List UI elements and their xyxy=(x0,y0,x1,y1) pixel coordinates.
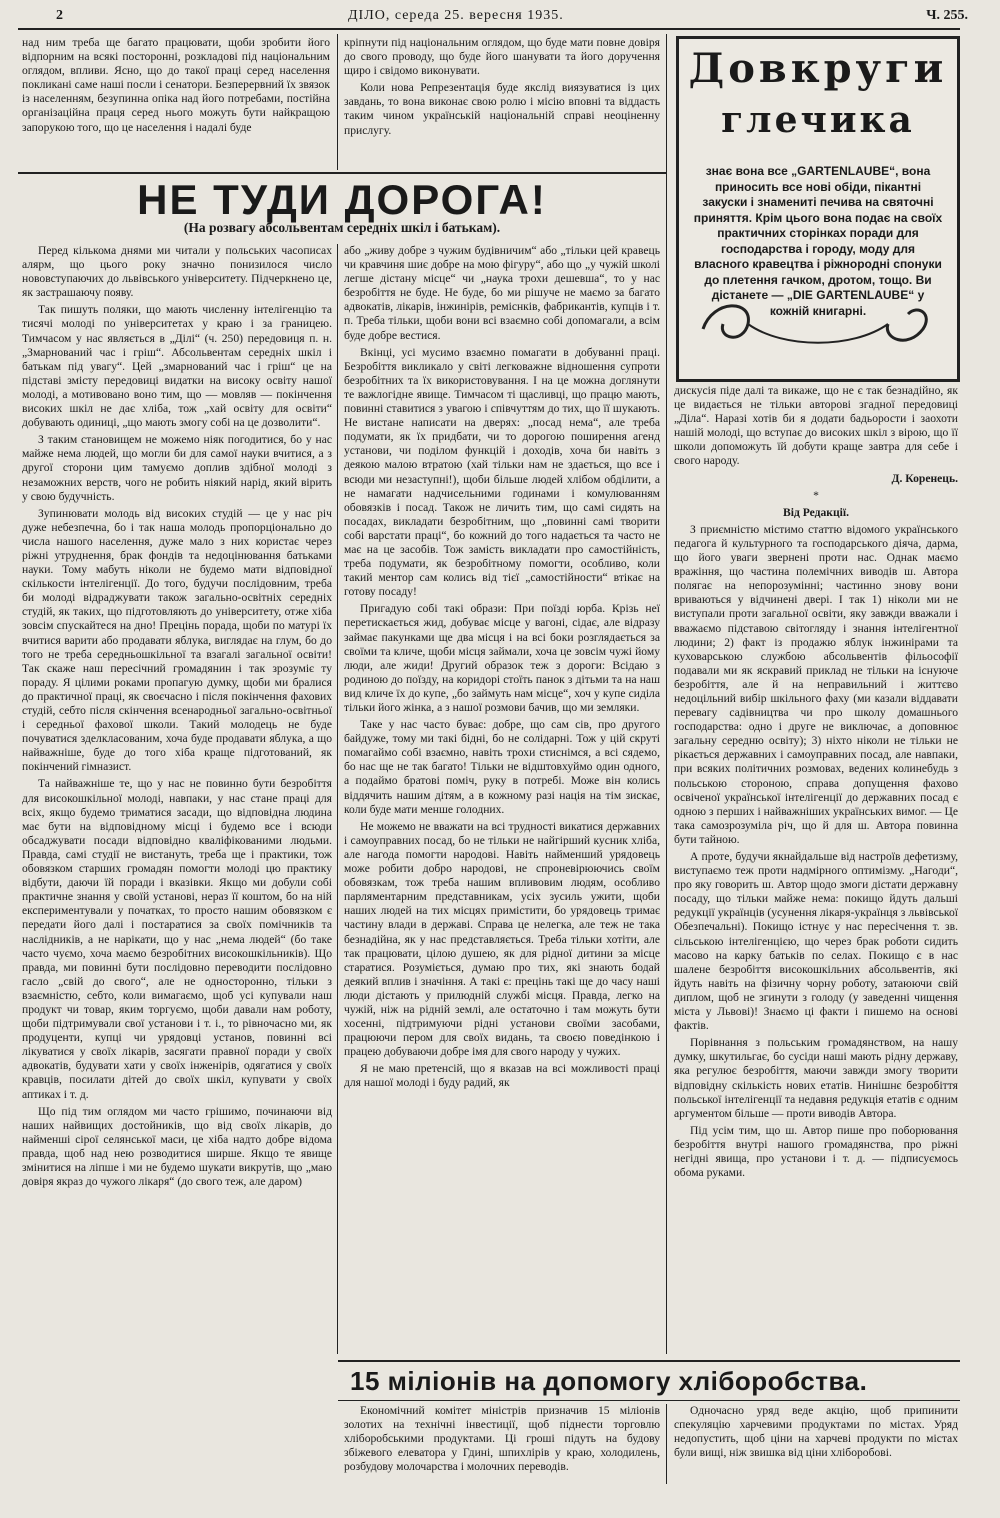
news-col-left: Економічний комітет міністрів призначив 15 міліонів золотих на технічні інвестиції, щоб піднести торговлю хліборобськими продуктами. Ці гроші підуть на будову збіжевого елеватора у Гдині, шпихлірів у краю, холодилень, розбудову молочарства і молочних переводів. xyxy=(344,1404,660,1474)
ad-title-line2: глечика xyxy=(721,99,915,141)
top-continuation-col2: кріпнути під національним оглядом, що буде мати повне довіря до свого проводу, що буде його шанувати та його доручення щиро і свідомо виконувати. Коли нова Репрезентація буде якслід виязуватися із цих завдань, то вона виконає свою ролю і місію вповні та віддасть таким чином українській національній справі неоціненну прислугу. xyxy=(344,36,660,137)
editorial-paragraph: Порівнання з польським громадянством, на нашу думку, шкутильгає, бо сусіди наші мають рідну державу, яка регулює безробіття, маючи завжди змогу творити відповідну скількість нових етатів. Нинішнє безробіття польської інтелігенції та недавня редукція етатів є одним аргументом більше — проти виводів Автора. xyxy=(674,1036,958,1120)
gartenlaube-advertisement xyxy=(676,36,960,382)
article-paragraph: Зупинювати молодь від високих студій — це у нас річ дуже небезпечна, бо і так наша молодь пропорціонально до числа нашого населення, дуже мало з них користає через ріжні утруднення, брак фондів та недоцінювання батьками науки. Тому мабуть ніколи не будемо мати відповідної скількости інтелігенції. До того, будучи послідовним, треба би молоді відраджувати також загально-освітніх середніх студій, як таких, що підготовляють до університету, отже хіба зовсім спускайтеся на дно! Прецінь порада, щоби по матурі їх вчитися варити або продавати яблука, виглядає на глум, бо до того не треба середньошкільної та взагалі загальної освіти! Так скаже наш пересічний громадянин і так зрозуміє ту пораду. Я цілими роками пропагую думку, щоби ми бралися до практичної праці, як своєчасно і після покінчення фахових студій, себто після скінчення всенародньої загально-освітньої і середньої фахової школи. Такий молодець не буде почуватися зделкласованим, хоча буде продавати яблука, а що найважніше, буде до того хіба краще підготований, як покінчений гімназист. xyxy=(22,506,332,774)
page-number: 2 xyxy=(56,8,63,23)
article-paragraph: дискусія піде далі та викаже, що не є так безнадійно, як це видається не тільки авторові згадної передовиці „Діла“. Наразі хотів би я додати бадьорости і заохоти нашій молоді, що вступає до високих шкіл з вірою, що її школи допоможуть їй добути краще завтра для себе і свого народу. xyxy=(674,384,958,468)
header-rule xyxy=(18,28,960,30)
editorial-heading: Від Редакції. xyxy=(782,505,849,519)
newspaper-dateline: ДІЛО, середа 25. вересня 1935. xyxy=(348,8,564,23)
article-paragraph: З таким становищем не можемо ніяк погодитися, бо у нас майже нема людей, що могли би для самої науки вчитися, а з другої сторони цим тамуємо доплив здібної молоді з незаможних верств, чого не робить ніякий нарід, який вірить у свою будучність. xyxy=(22,433,332,503)
article-paragraph: Пригадую собі такі образи: При поїзді юрба. Крізь неї перетискається жид, добуває місце у вагоні, сідає, але відразу займає пакунками ще два місця і на всі боки розглядається за своїми та кличе, щоби місця займали, хоча це зовсім чужі йому люди, але жиди! Другий образок теж з дороги: Всідаю з родиною до поїзду, на коридорі стоїть панок з дітьми та на наш вид кличе їх до купе, „бо займуть нам місце“, хоч у купе сиділа тільки його жінка, а з нашої розмови бачив, що ми земляки. xyxy=(344,602,660,714)
column-divider xyxy=(666,34,667,1354)
article-paragraph: Так пишуть поляки, що мають численну інтелігенцію та тисячі молоді по університетах у краю і за границею. Тимчасом у нас являється в „Ділі“ (ч. 250) передовиця п. н. „Змарнований час і гріш“. Абсольвентам середніх шкіл і батькам під увагу“. Цей „змарнований час і гріш“ це на підставі змісту передовиці видатки на високу освіту нашої молоді, а мотивовано воно тим, що — мовляв — покінчення високих шкіл не дає хліба, тож „хай освіту для освіти“ добувають одиниці, „що мають змогу собі на це дозволити“. xyxy=(22,303,332,430)
editorial-paragraph: Під усім тим, що ш. Автор пише про поборювання безробіття внутрі нашого громадянства, про ріжні негідні явища, про установи і т. д. — підписуємось обома руками. xyxy=(674,1123,958,1180)
article-paragraph: Вкінці, усі мусимо взаємно помагати в добуванні праці. Безробіття викликало у світі легковажне відношення супроти безробітних та їх використовування. І на це можна доглянути те важлогідне явище. Тимчасом ті щасливці, що працю мають, повинні ставитися з увагою і співчуттям до тих, що її шукають. Не вистане написати на дверях: „посад нема“, але треба подумати, як їх придбати, чи то дорогою поширення агенд установи, чи поділом функцій і доходів, хоча би навіть з деякою малою втратою (хай тільки нам не здається, що все і всюди ми незаступні!), щоби більше людей хлібом обділити, а не намагати надчисельними годинами і комулюванням обовязків і посад. Також не личить тим, що самі сидять на посадах, викладати безробітним, що „повинні самі творити собі варстати праці“, бо кожний до того надається та часто не має на це засобів. Тож замість викладати про самостійність, треба подумати, як безробітному помогти, особливо, коли такий ментор сам колись від тієї „самостійности“ втікає на готову посаду! xyxy=(344,345,660,599)
article-headline: НЕ ТУДИ ДОРОГА! xyxy=(137,176,547,223)
article-col2 xyxy=(344,244,660,1354)
author-signature: Д. Коренець. xyxy=(891,471,958,485)
issue-number: Ч. 255. xyxy=(926,8,968,23)
article-col1 xyxy=(22,244,332,1354)
ad-text: знає вона все „GARTENLAUBE“, вона приносить все нові обіди, пікантні закуски і знамениті печива на святочні приняття. Крім цього вона подає на своїх практичних сторінках поради для господарства і городу, моду для власного кравецтва і ріжнородні спонуки до плетення гачком, дротом, тощо. Ви дістанете — „DIE GARTENLAUBE“ у кожній книгарні. xyxy=(693,164,943,318)
news-col-right: Одночасно уряд веде акцію, щоб припинити спекуляцію харчевими продуктами по містах. Уряд недопустить, щоб ціни на харчеві продукти по містах були вищі, ніж звишка від ціни хліборобові. xyxy=(674,1404,958,1460)
editorial-paragraph: А проте, будучи якнайдальше від настроїв дефетизму, виступаємо теж проти надмірного оптимізму. „Нагоди“, про яку говорить ш. Автор щодо змоги дістати державну посаду, що тільки майже нема: покищо йдуть дальші редукції українців (усунення лікаря-українця з львівської Обезпечальні). Покищо істнує у нас пересічення т. зв. сільською інтелігенцією, що через брак роботи сидить масово на карку батьків по селах. Покищо є в нас шалене безробіття високошкільних абсольвентів, які йдуть навіть на фізичну чорну роботу, затаюючи свій диплом, щоб не згинути з голоду (у заведенні чищення міста у Львові)! Знаємо ці факти і пишемо на основі фактів. xyxy=(674,850,958,1033)
section-divider xyxy=(338,1360,960,1362)
article-paragraph: Таке у нас часто буває: добре, що сам сів, про другого байдуже, тому ми такі бідні, бо не солідарні. Тож у цій скруті помагаймо собі взаємно, навіть трохи стиснімся, а всі сядемо, бо нас ще не так багато! Тільки не відштовхуймо один одного, а подаймо братові поміч, руку в потребі. Може він колись віддячить нашим дітям, а в кожному разі нація на тім зискає, коли буде мати менше голодних. xyxy=(344,718,660,816)
editorial-paragraph: З приємністю містимо статтю відомого українського педагога й культурного та господарського діяча, дарма, що його уваги звернені проти нас. Однак маємо вражіння, що частина полемічних виводів ш. Автора полягає на непорозумінні; частинно знову вони вриваються у відчинені двері. І так 1) ніколи ми не виступали проти загальної освіти, яку завжди вважали і вважаємо підставою світогляду і знання інтелігентної людини; 2) факт із продажю яблук інжинірами та куховарською службою абсольвентів фільософії подавали ми як яскравий приклад не тільки на існуюче безробіття, але й на неправильний і життєво недоцільний вибір шкільного фаху (ми казали віддавати перевагу садівництва чи про школу домашнього господарства: одно і друге не виключає, а доповнює загальну середню освіту); 3) ніхто ніколи не тільки не рікається державних і самоуправних посад, але навпаки, при всяких політичних розмовах, ведених колинебудь з польською стороною, справа допущення фахово освіченої української інтелігенції до державних посад є одною з перших і найважніших українських вимог. — Це така самозрозуміла річ, що й для ш. Автора повинна бути тайною. xyxy=(674,522,958,846)
article-paragraph: Не можемо не вважати на всі трудності викатися державних і самоуправних посад, бо не тільки не найгірший кусник хліба, але нагода помогти народові. Навіть найменший урядовець може робити добро народові, не спроневірюючись своїм обовязкам, тож треба нашим впливовим людям, особливо парляментарним представникам, усіх зусиль ужити, щоби наших людей на тих місцях примістити, бо урядовець тримає частину влади в державі. Справа це нелегка, але теж не така безнадійна, як у нас представляється. Треба тільки хотіти, але так працювати, цілою душею, як для рідної дитини за місце старатися. Розуміється, думаю про тих, які знають бодай деякий вплив і значіння. А такі є: прецінь такі ще до часу наші люди дістають у прилюдній службі місця. Правда, легко на чужій, ніж на рідній землі, але остаточно і там можуть бути хосенні, підтримуючи рідні установи своїми засобами, працюючи пером для своїх видань, та своєю поведінкою і працею добуваючи добре імя для свого народу у чужих. xyxy=(344,819,660,1059)
article-paragraph: Що під тим оглядом ми часто грішимо, починаючи від наших найвищих достойників, що від своїх лікарів, до найменші сірої селянської маси, це хіба надто добре відома правда, щоб над нею розводитися ширше. Якщо те явище змінитися на ліпше і ми не будемо шукати викрутів, що „маю довіря якраз до чужого лікаря“ (до свого теж, але даром) xyxy=(22,1104,332,1189)
article-subheadline: (На розвагу абсольвентам середніх шкіл і батькам). xyxy=(183,220,501,235)
article-paragraph: Перед кількома днями ми читали у польських часописах алярм, що цього року значно понизилося число нововступаючих до львівського університету. Підчеркнено це, як застрашаючу появу. xyxy=(22,244,332,300)
column-divider xyxy=(666,1404,667,1484)
article-paragraph: Я не маю претенсій, що я вказав на всі можливості праці для нашої молоді і буду радий, як xyxy=(344,1062,660,1090)
article-paragraph: Та найважніше те, що у нас не повинно бути безробіття для високошкільної молоді, навпаки, у нас стане праці для всіх, якщо будемо триматися засади, що відповідна людина має бути на відповідному місці і будемо все і всюди обсаджувати посади відповідно кваліфікованими людьми. Правда, самі студії не вистануть, треба ще і практики, тож обовязком старших громадян помогти молоді цю практику відбути, даючи їй поради і вказівки. Якщо ми добули собі практичне знання у своїй установі, нераз її коштом, бо на ній експериментували у початках, то просто нашим обовязком є передати його далі і постаратися за своїх помічників та наслідників, а не нарікати, що у нас „нема людей“ (бо таке часто чуємо, хоча маємо безробітних високошкільників). Що правда, ми повинні бути послідовно переводити послідовно гасло „свій до свого“, але не односторонно, тільки з взаємністю, себто, коли вимагаємо, щоб усі купували наш продукт чи товар, яким торгуємо, щоби давали нам роботу, щоби підтримували свої установи і т. і., то рівночасно ми, як продуценти, купці чи урядовці установ, повинні всі лікуватися у своїх лікарів, засягати правної поради у своїх адвокатів, будувати хати у своїх інженірів, одягатися у своїх кравців, посилати дітей до своїх шкіл, купувати у своїх аптиках і т. д. xyxy=(22,777,332,1101)
page-header xyxy=(48,6,968,28)
ad-title-line1: Довкруги xyxy=(688,45,948,92)
section-divider xyxy=(18,172,666,174)
news-headline: 15 міліонів на допомогу хліборобства. xyxy=(350,1366,868,1396)
article-col3 xyxy=(674,384,958,1354)
column-divider xyxy=(337,244,338,1354)
ornament-swash-icon xyxy=(693,289,943,359)
separator-star: * xyxy=(813,488,819,502)
top-continuation-col1: над ним треба ще багато працювати, щоби зробити його відпорним на всякі посторонні, розкладові під національним оглядом, впливи. Ясно, що до такої праці серед населення покликані саме наші посли і сенатори. Безперервний їх звязок із населенням, безупинна опіка над його потребами, постійна організаційна праця серед нього можуть бути найкращою запорукою того, що це населення і надалі буде xyxy=(22,36,330,134)
section-divider xyxy=(338,1400,960,1401)
article-paragraph: або „живу добре з чужим будівничим“ або „тільки цей кравець чи кравчиня шиє добре на мою фігуру“, або що „у чужій школі легше дістану місце“ чи „наука трохи дешевша“, то у нас безробіття не буде. Не буде, бо ми рішуче не маємо за багато адвокатів, лікарів, інжинірів, реміснків, фабрикантів, купців і т. п. Треба тільки, щоби вони всі взаємно собі допомагали, а всім буде добре вестися. xyxy=(344,244,660,342)
column-divider xyxy=(337,34,338,170)
